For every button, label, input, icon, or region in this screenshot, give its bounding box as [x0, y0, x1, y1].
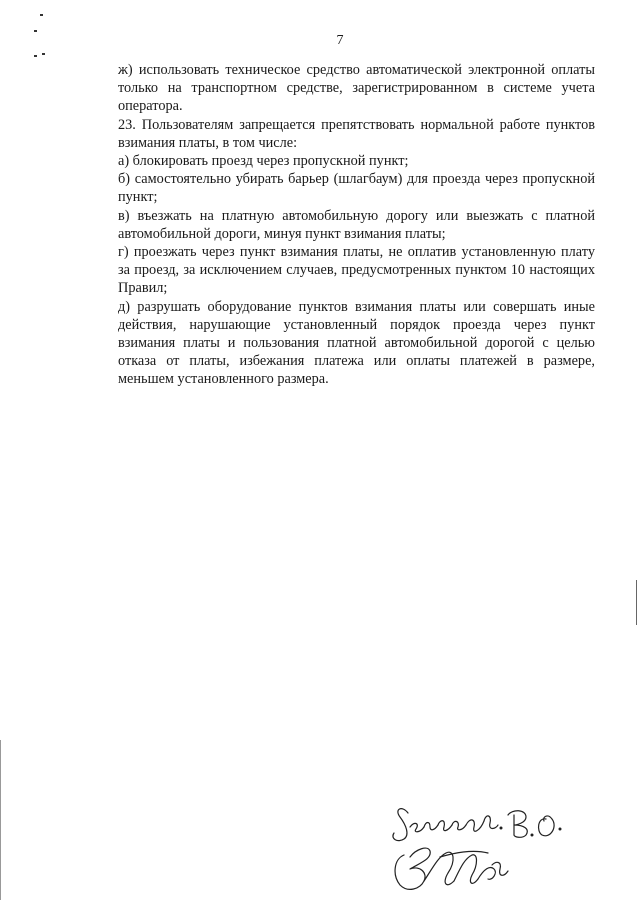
handwritten-signature [380, 795, 580, 895]
paragraph-b: б) самостоятельно убирать барьер (шлагбаум) для проезда через пропускной пункт; [118, 171, 595, 206]
scan-edge-left [0, 740, 1, 900]
page-number: 7 [336, 33, 344, 48]
paragraph-a: а) блокировать проезд через пропускной пункт; [118, 153, 409, 170]
scan-mark-top-left-3 [34, 55, 37, 57]
scan-mark-top-left-2 [34, 30, 37, 32]
paragraph-zh: ж) использовать техническое средство автоматической электронной оплаты только на транспортном средстве, зарегистрированном в системе учета оператора. [118, 62, 595, 115]
document-body [118, 61, 595, 389]
scan-mark-top-left-1 [40, 14, 43, 16]
scan-mark-top-left-4 [42, 53, 45, 55]
paragraph-23: 23. Пользователям запрещается препятствовать нормальной работе пунктов взимания платы, в том числе: [118, 116, 595, 151]
scan-edge-right [636, 580, 637, 625]
paragraph-v: в) въезжать на платную автомобильную дорогу или выезжать с платной автомобильной дороги, минуя пункт взимания платы; [118, 207, 595, 242]
paragraph-d: д) разрушать оборудование пунктов взимания платы или совершать иные действия, нарушающие установленный порядок проезда через пункт взимания платы и пользования платной автомобильной дорогой с целью отказа от платы, избежания платежа или оплаты платежей в размере, меньшем установленного размера. [118, 298, 595, 388]
paragraph-g: г) проезжать через пункт взимания платы, не оплатив установленную плату за проезд, за исключением случаев, предусмотренных пунктом 10 настоящих Правил; [118, 244, 595, 297]
